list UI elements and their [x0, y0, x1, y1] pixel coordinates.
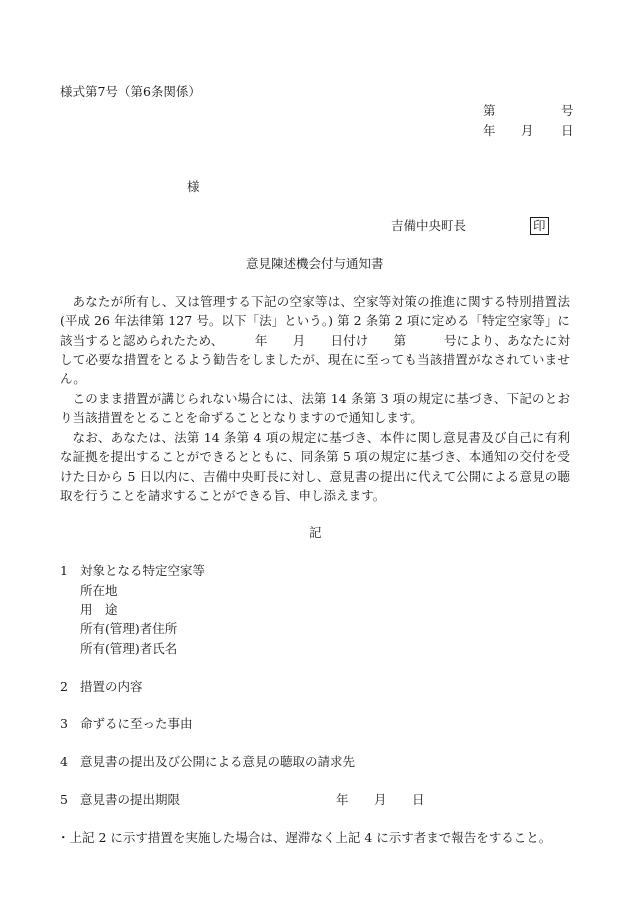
item-1-number: 1	[60, 563, 68, 578]
body-paragraph-1: あなたが所有し、又は管理する下記の空家等は、空家等対策の推進に関する特別措置法(平成 26 年法律第 127 号。以下「法」という。) 第 2 条第 2 項に定める「特定空家等」に該当すると認められたため、 年 月 日付け 第 号により、あなたに対して必要な措置をとるよう勧告をしましたが、現在に至っても当該措置がなされていません。	[60, 294, 570, 387]
item-1-sub-location: 所在地	[80, 583, 118, 598]
item-2-number: 2	[60, 679, 68, 694]
body-paragraph-2: このまま措置が講じられない場合には、法第 14 条第 3 項の規定に基づき、下記のとおり当該措置をとることを命ずることとなりますので通知します。	[60, 391, 570, 426]
item-3-number: 3	[60, 716, 68, 731]
seal-label: 印	[530, 217, 549, 235]
item-1-label: 対象となる特定空家等	[80, 563, 206, 578]
date-year: 年	[483, 123, 496, 138]
item-5-month: 月	[374, 792, 387, 807]
item-1-sub-use: 用 途	[80, 602, 118, 617]
item-5-year: 年	[336, 792, 349, 807]
addressee-suffix: 様	[187, 179, 200, 194]
number-prefix: 第	[483, 103, 496, 118]
item-5-number: 5	[60, 792, 68, 807]
document-title: 意見陳述機会付与通知書	[246, 256, 384, 271]
number-suffix: 号	[561, 103, 574, 118]
item-1-sub-owner-address: 所有(管理)者住所	[80, 621, 178, 636]
ki-heading: 記	[309, 525, 322, 540]
body-paragraph-3: なお、あなたは、法第 14 条第 4 項の規定に基づき、本件に関し意見書及び自己に有利な証拠を提出することができるとともに、同条第 5 項の規定に基づき、本通知の交付を受けた日から 5 日以内に、吉備中央町長に対し、意見書の提出に代えて公開による意見の聴取を行うことを請求することができる旨、申し添えます。	[60, 430, 570, 503]
footnote: ・上記 2 に示す措置を実施した場合は、遅滞なく上記 4 に示す者まで報告をすること。	[57, 830, 552, 845]
item-5-label: 意見書の提出期限	[80, 792, 181, 807]
item-1-sub-owner-name: 所有(管理)者氏名	[80, 641, 178, 656]
sender-name: 吉備中央町長	[391, 218, 467, 233]
item-3-label: 命ずるに至った事由	[80, 716, 193, 731]
seal-mark	[530, 217, 549, 235]
form-label: 様式第7号（第6条関係）	[60, 84, 201, 99]
item-4-label: 意見書の提出及び公開による意見の聴取の請求先	[80, 754, 356, 769]
item-2-label: 措置の内容	[80, 679, 143, 694]
item-5-day: 日	[412, 792, 425, 807]
date-month: 月	[521, 123, 534, 138]
item-4-number: 4	[60, 754, 68, 769]
date-day: 日	[561, 123, 574, 138]
